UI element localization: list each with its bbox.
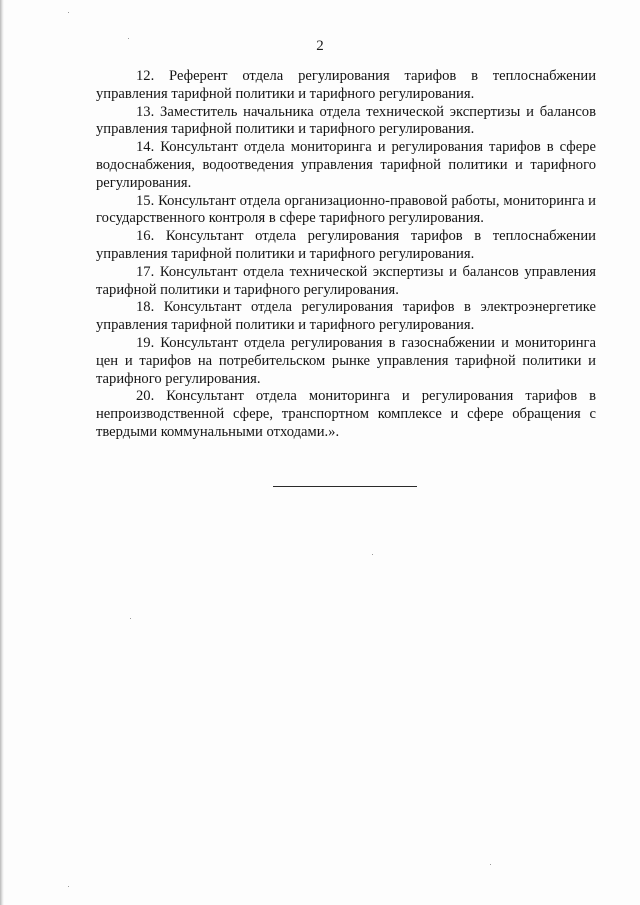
list-item-18: 18. Консультант отдела регулирования тарифов в электроэнергетике управления тарифной политики и тарифного регулирования. <box>96 299 596 334</box>
scan-speck <box>128 38 129 39</box>
page-number: 2 <box>316 38 324 54</box>
list-item-16: 16. Консультант отдела регулирования тарифов в теплоснабжении управления тарифной политики и тарифного регулирования. <box>96 228 596 262</box>
list-item-19: 19. Консультант отдела регулирования в газоснабжении и мониторинга цен и тарифов на потребительском рынке управления тарифной политики и тарифного регулирования. <box>96 334 596 387</box>
list-item-17: 17. Консультант отдела технической экспертизы и балансов управления тарифной политики и тарифного регулирования. <box>96 263 596 298</box>
list-item-15: 15. Консультант отдела организационно-правовой работы, мониторинга и государственного контроля в сфере тарифного регулирования. <box>96 192 596 227</box>
scan-speck <box>130 618 131 619</box>
list-item-12: 12. Референт отдела регулирования тарифов в теплоснабжении управления тарифной политики и тарифного регулирования. <box>96 68 596 102</box>
list-item-14: 14. Консультант отдела мониторинга и регулирования тарифов в сфере водоснабжения, водоотведения управления тарифной политики и тарифного регулирования. <box>96 139 596 191</box>
document-body <box>96 68 596 442</box>
scan-speck <box>68 886 69 887</box>
list-item-20: 20. Консультант отдела мониторинга и регулирования тарифов в непроизводственной сфере, транспортном комплексе и сфере обращения с твердыми коммунальными отходами.». <box>96 388 596 440</box>
list-item-13: 13. Заместитель начальника отдела технической экспертизы и балансов управления тарифной политики и тарифного регулирования. <box>96 103 596 138</box>
scan-edge <box>0 0 4 905</box>
end-separator-line <box>273 486 417 487</box>
scan-speck <box>372 554 373 555</box>
scan-speck <box>490 864 491 865</box>
scan-speck <box>68 12 69 13</box>
